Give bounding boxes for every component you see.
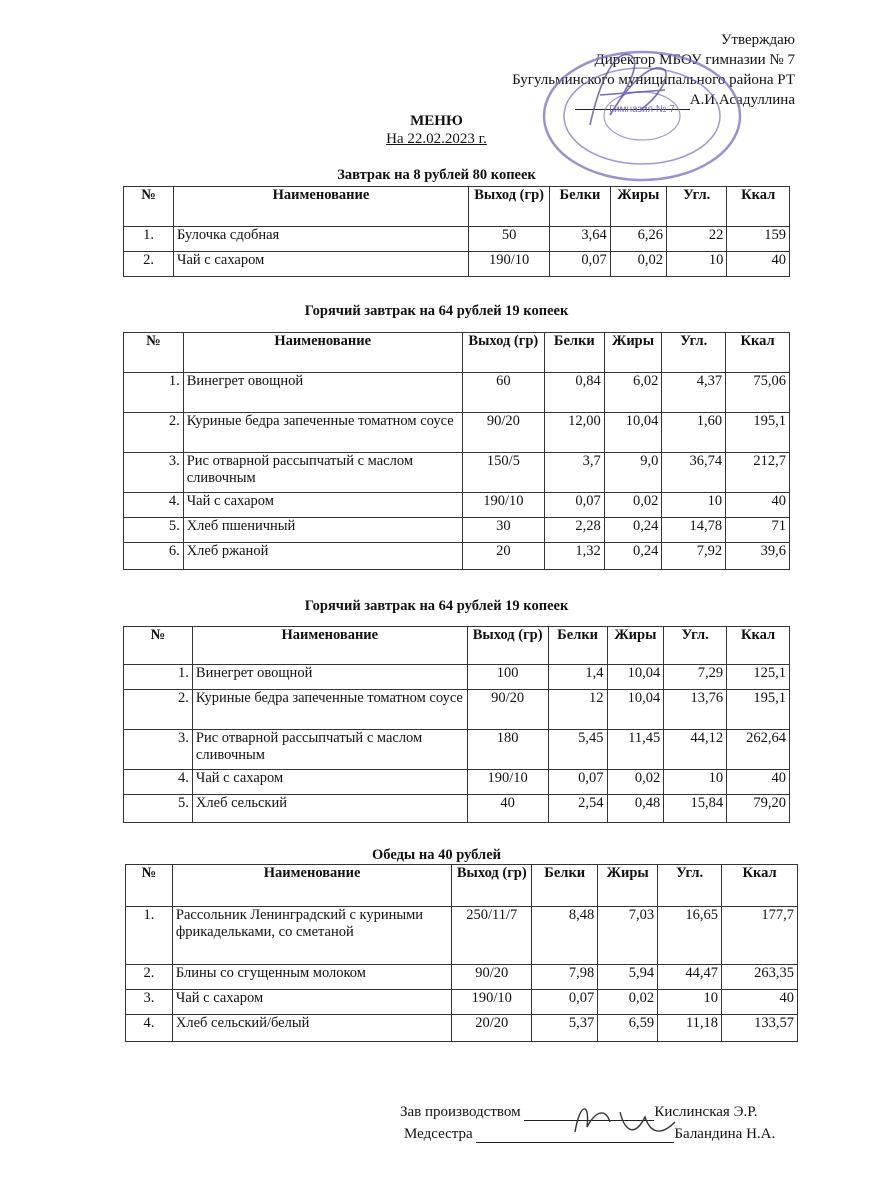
table-row <box>124 795 790 823</box>
lunch-table <box>125 864 798 1042</box>
table-row <box>124 227 790 252</box>
menu-title: МЕНЮ <box>410 113 463 129</box>
hot-breakfast-table-2 <box>123 626 790 823</box>
row-kcal: 263,35 <box>722 965 798 990</box>
row-yield: 20/20 <box>452 1015 532 1042</box>
header-fat: Жиры <box>610 187 666 227</box>
header-kcal: Ккал <box>727 627 790 665</box>
row-protein: 2,54 <box>548 795 607 823</box>
row-yield: 100 <box>467 665 548 690</box>
header-yield: Выход (гр) <box>462 333 544 373</box>
header-kcal: Ккал <box>722 865 798 907</box>
row-name: Блины со сгущенным молоком <box>172 965 451 990</box>
header-kcal: Ккал <box>727 187 790 227</box>
header-yield: Выход (гр) <box>452 865 532 907</box>
row-name: Куриные бедра запеченные томатном соусе <box>192 690 467 730</box>
header-num: № <box>124 187 174 227</box>
row-kcal: 75,06 <box>726 373 790 413</box>
header-fat: Жиры <box>607 627 664 665</box>
row-protein: 0,07 <box>548 770 607 795</box>
row-kcal: 212,7 <box>726 453 790 493</box>
row-fat: 6,02 <box>604 373 662 413</box>
row-kcal: 195,1 <box>726 413 790 453</box>
header-protein: Белки <box>548 627 607 665</box>
row-carbs: 7,29 <box>664 665 727 690</box>
table-row <box>124 493 790 518</box>
header-num: № <box>124 333 184 373</box>
section-title-hot-breakfast-1: Горячий завтрак на 64 рублей 19 копеек <box>304 303 569 319</box>
table-row <box>124 413 790 453</box>
row-num: 2. <box>124 252 174 277</box>
row-yield: 150/5 <box>462 453 544 493</box>
row-num: 4. <box>126 1015 173 1042</box>
header-name: Наименование <box>172 865 451 907</box>
director-name: А.И.Асадуллина <box>689 92 795 108</box>
row-carbs: 10 <box>666 252 726 277</box>
row-num: 5. <box>124 518 184 543</box>
row-kcal: 133,57 <box>722 1015 798 1042</box>
row-num: 3. <box>126 990 173 1015</box>
row-fat: 6,59 <box>598 1015 658 1042</box>
table-row <box>124 665 790 690</box>
production-head-name: Кислинская Э.Р. <box>654 1104 758 1120</box>
row-carbs: 1,60 <box>662 413 726 453</box>
row-num: 1. <box>124 373 184 413</box>
row-name: Чай с сахаром <box>174 252 469 277</box>
row-name: Хлеб ржаной <box>183 543 462 570</box>
header-protein: Белки <box>532 865 598 907</box>
production-head-label: Зав производством <box>400 1104 521 1120</box>
row-fat: 10,04 <box>607 665 664 690</box>
row-protein: 0,07 <box>550 252 610 277</box>
row-kcal: 125,1 <box>727 665 790 690</box>
table-row <box>124 518 790 543</box>
header-name: Наименование <box>174 187 469 227</box>
row-num: 2. <box>124 690 193 730</box>
row-num: 5. <box>124 795 193 823</box>
header-name: Наименование <box>192 627 467 665</box>
row-name: Чай с сахаром <box>192 770 467 795</box>
table-row <box>124 252 790 277</box>
footer-signature <box>565 1092 685 1152</box>
row-kcal: 39,6 <box>726 543 790 570</box>
row-yield: 90/20 <box>452 965 532 990</box>
table-header-row <box>124 627 790 665</box>
row-name: Хлеб пшеничный <box>183 518 462 543</box>
breakfast-table <box>123 186 790 277</box>
table-row <box>126 907 798 965</box>
row-protein: 0,07 <box>532 990 598 1015</box>
row-carbs: 16,65 <box>658 907 722 965</box>
row-carbs: 44,47 <box>658 965 722 990</box>
row-fat: 9,0 <box>604 453 662 493</box>
header-fat: Жиры <box>598 865 658 907</box>
row-carbs: 36,74 <box>662 453 726 493</box>
row-kcal: 177,7 <box>722 907 798 965</box>
seal-text: Гимназия № 7 <box>609 104 675 115</box>
header-yield: Выход (гр) <box>468 187 549 227</box>
row-fat: 0,24 <box>604 518 662 543</box>
row-fat: 0,02 <box>607 770 664 795</box>
row-protein: 3,64 <box>550 227 610 252</box>
table-row <box>124 543 790 570</box>
row-carbs: 13,76 <box>664 690 727 730</box>
row-fat: 11,45 <box>607 730 664 770</box>
row-fat: 0,02 <box>604 493 662 518</box>
header-yield: Выход (гр) <box>467 627 548 665</box>
table-header-row <box>126 865 798 907</box>
row-protein: 7,98 <box>532 965 598 990</box>
row-fat: 7,03 <box>598 907 658 965</box>
row-protein: 1,32 <box>545 543 605 570</box>
row-num: 1. <box>124 665 193 690</box>
row-carbs: 11,18 <box>658 1015 722 1042</box>
row-yield: 250/11/7 <box>452 907 532 965</box>
row-protein: 5,37 <box>532 1015 598 1042</box>
row-fat: 0,24 <box>604 543 662 570</box>
row-name: Винегрет овощной <box>183 373 462 413</box>
row-yield: 20 <box>462 543 544 570</box>
row-fat: 10,04 <box>607 690 664 730</box>
row-name: Рис отварной рассыпчатый с маслом сливочным <box>183 453 462 493</box>
table-row <box>124 770 790 795</box>
header-kcal: Ккал <box>726 333 790 373</box>
header-protein: Белки <box>545 333 605 373</box>
row-kcal: 40 <box>726 493 790 518</box>
row-protein: 2,28 <box>545 518 605 543</box>
header-num: № <box>126 865 173 907</box>
row-kcal: 195,1 <box>727 690 790 730</box>
section-title-lunch: Обеды на 40 рублей <box>372 847 501 863</box>
row-yield: 40 <box>467 795 548 823</box>
row-name: Булочка сдобная <box>174 227 469 252</box>
header-carbs: Угл. <box>658 865 722 907</box>
row-kcal: 40 <box>722 990 798 1015</box>
row-name: Куриные бедра запеченные томатном соусе <box>183 413 462 453</box>
row-yield: 60 <box>462 373 544 413</box>
hot-breakfast-table-1 <box>123 332 790 570</box>
row-yield: 30 <box>462 518 544 543</box>
row-num: 2. <box>126 965 173 990</box>
nurse-name: Баландина Н.А. <box>674 1126 776 1142</box>
section-title-breakfast: Завтрак на 8 рублей 80 копеек <box>337 167 536 183</box>
row-yield: 190/10 <box>462 493 544 518</box>
row-num: 3. <box>124 730 193 770</box>
row-protein: 1,4 <box>548 665 607 690</box>
row-protein: 8,48 <box>532 907 598 965</box>
table-row <box>124 453 790 493</box>
nurse-label: Медсестра <box>404 1126 473 1142</box>
row-protein: 0,07 <box>545 493 605 518</box>
row-carbs: 22 <box>666 227 726 252</box>
row-protein: 12,00 <box>545 413 605 453</box>
row-yield: 50 <box>468 227 549 252</box>
table-row <box>126 990 798 1015</box>
row-carbs: 10 <box>658 990 722 1015</box>
row-name: Хлеб сельский <box>192 795 467 823</box>
row-yield: 190/10 <box>452 990 532 1015</box>
table-row <box>126 965 798 990</box>
row-protein: 12 <box>548 690 607 730</box>
menu-date: На 22.02.2023 г. <box>386 131 487 147</box>
row-kcal: 40 <box>727 252 790 277</box>
header-carbs: Угл. <box>664 627 727 665</box>
row-protein: 3,7 <box>545 453 605 493</box>
section-title-hot-breakfast-2: Горячий завтрак на 64 рублей 19 копеек <box>304 598 569 614</box>
row-yield: 180 <box>467 730 548 770</box>
row-carbs: 14,78 <box>662 518 726 543</box>
header-fat: Жиры <box>604 333 662 373</box>
table-row <box>124 373 790 413</box>
row-yield: 90/20 <box>462 413 544 453</box>
row-kcal: 262,64 <box>727 730 790 770</box>
table-header-row <box>124 333 790 373</box>
table-header-row <box>124 187 790 227</box>
row-num: 3. <box>124 453 184 493</box>
row-kcal: 40 <box>727 770 790 795</box>
row-kcal: 159 <box>727 227 790 252</box>
row-name: Хлеб сельский/белый <box>172 1015 451 1042</box>
row-carbs: 7,92 <box>662 543 726 570</box>
row-name: Чай с сахаром <box>183 493 462 518</box>
row-kcal: 79,20 <box>727 795 790 823</box>
row-num: 1. <box>126 907 173 965</box>
approval-line-3: Бугульминского муниципального района РТ <box>512 72 795 88</box>
row-fat: 5,94 <box>598 965 658 990</box>
row-fat: 0,02 <box>598 990 658 1015</box>
row-fat: 0,48 <box>607 795 664 823</box>
row-yield: 90/20 <box>467 690 548 730</box>
row-name: Рис отварной рассыпчатый с маслом сливочным <box>192 730 467 770</box>
row-fat: 6,26 <box>610 227 666 252</box>
row-name: Чай с сахаром <box>172 990 451 1015</box>
row-num: 1. <box>124 227 174 252</box>
row-fat: 0,02 <box>610 252 666 277</box>
row-carbs: 15,84 <box>664 795 727 823</box>
approval-line-1: Утверждаю <box>720 32 795 48</box>
row-kcal: 71 <box>726 518 790 543</box>
header-protein: Белки <box>550 187 610 227</box>
table-row <box>126 1015 798 1042</box>
header-carbs: Угл. <box>662 333 726 373</box>
row-yield: 190/10 <box>468 252 549 277</box>
row-carbs: 4,37 <box>662 373 726 413</box>
row-num: 4. <box>124 770 193 795</box>
row-fat: 10,04 <box>604 413 662 453</box>
table-row <box>124 690 790 730</box>
row-carbs: 10 <box>664 770 727 795</box>
approval-line-2: Директор МБОУ гимназии № 7 <box>594 52 795 68</box>
row-num: 4. <box>124 493 184 518</box>
row-num: 2. <box>124 413 184 453</box>
row-protein: 5,45 <box>548 730 607 770</box>
row-num: 6. <box>124 543 184 570</box>
header-num: № <box>124 627 193 665</box>
row-name: Рассольник Ленинградский с куриными фрикадельками, со сметаной <box>172 907 451 965</box>
row-carbs: 10 <box>662 493 726 518</box>
header-carbs: Угл. <box>666 187 726 227</box>
row-name: Винегрет овощной <box>192 665 467 690</box>
table-row <box>124 730 790 770</box>
row-yield: 190/10 <box>467 770 548 795</box>
header-name: Наименование <box>183 333 462 373</box>
row-protein: 0,84 <box>545 373 605 413</box>
row-carbs: 44,12 <box>664 730 727 770</box>
